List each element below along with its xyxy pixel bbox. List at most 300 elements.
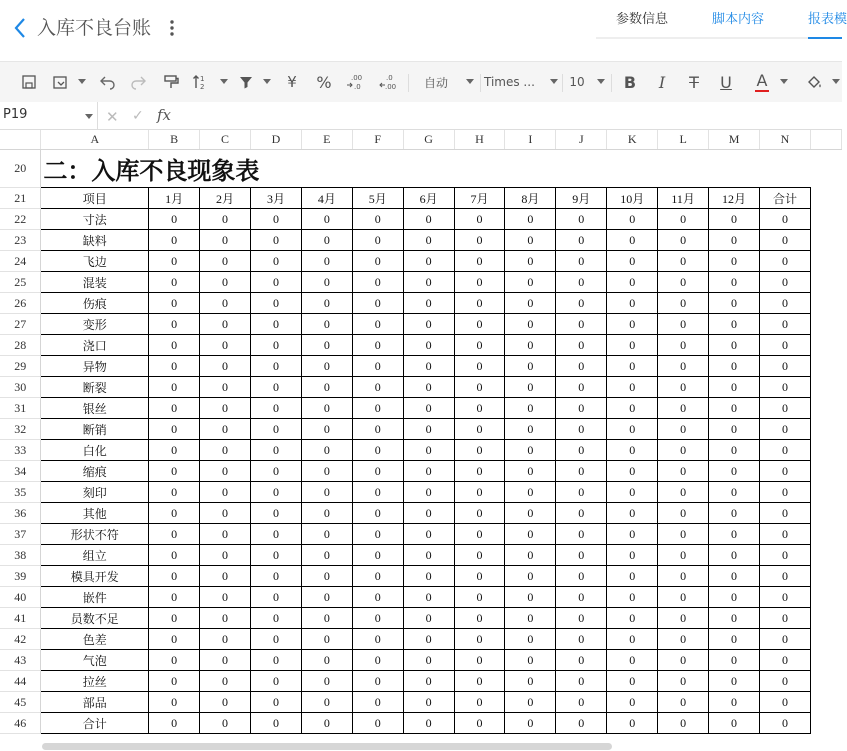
defect-label-cell[interactable]: 色差	[41, 629, 149, 650]
template-icon[interactable]	[50, 70, 72, 94]
bold-button[interactable]: B	[623, 72, 637, 92]
value-cell[interactable]: 0	[505, 692, 556, 713]
horizontal-scrollbar[interactable]	[0, 742, 842, 751]
value-cell[interactable]: 0	[760, 566, 811, 587]
row-header[interactable]: 30	[0, 377, 41, 398]
value-cell[interactable]: 0	[709, 440, 760, 461]
value-cell[interactable]: 0	[760, 377, 811, 398]
value-cell[interactable]: 0	[251, 440, 302, 461]
back-chevron-icon[interactable]	[10, 14, 32, 42]
empty-cell[interactable]	[810, 713, 841, 734]
value-cell[interactable]: 0	[607, 377, 658, 398]
underline-button[interactable]: U	[720, 72, 732, 92]
defect-label-cell[interactable]: 其他	[41, 503, 149, 524]
more-vertical-icon[interactable]	[166, 17, 178, 39]
value-cell[interactable]: 0	[149, 377, 200, 398]
defect-label-cell[interactable]: 员数不足	[41, 608, 149, 629]
header-cell[interactable]: 5月	[352, 188, 403, 209]
value-cell[interactable]: 0	[149, 524, 200, 545]
value-cell[interactable]: 0	[251, 713, 302, 734]
value-cell[interactable]: 0	[505, 314, 556, 335]
value-cell[interactable]: 0	[505, 230, 556, 251]
header-cell[interactable]: 7月	[454, 188, 505, 209]
defect-label-cell[interactable]: 寸法	[41, 209, 149, 230]
value-cell[interactable]: 0	[352, 587, 403, 608]
empty-cell[interactable]	[810, 545, 841, 566]
strikethrough-button[interactable]: T	[689, 72, 699, 92]
value-cell[interactable]: 0	[200, 671, 251, 692]
empty-cell[interactable]	[810, 629, 841, 650]
value-cell[interactable]: 0	[301, 650, 352, 671]
empty-cell[interactable]	[810, 335, 841, 356]
value-cell[interactable]: 0	[505, 419, 556, 440]
value-cell[interactable]: 0	[200, 482, 251, 503]
row-header[interactable]: 22	[0, 209, 41, 230]
value-cell[interactable]: 0	[607, 440, 658, 461]
defect-label-cell[interactable]: 断裂	[41, 377, 149, 398]
value-cell[interactable]: 0	[454, 440, 505, 461]
value-cell[interactable]: 0	[607, 545, 658, 566]
empty-cell[interactable]	[810, 461, 841, 482]
value-cell[interactable]: 0	[403, 314, 454, 335]
value-cell[interactable]: 0	[658, 692, 709, 713]
header-cell[interactable]: 11月	[658, 188, 709, 209]
empty-cell[interactable]	[810, 692, 841, 713]
value-cell[interactable]: 0	[200, 566, 251, 587]
fill-color-icon[interactable]	[804, 70, 826, 94]
value-cell[interactable]: 0	[251, 230, 302, 251]
row-header[interactable]: 33	[0, 440, 41, 461]
value-cell[interactable]: 0	[760, 545, 811, 566]
font-size-select[interactable]: 10	[569, 75, 585, 89]
filter-icon[interactable]	[236, 70, 256, 94]
header-cell[interactable]: 6月	[403, 188, 454, 209]
value-cell[interactable]: 0	[251, 209, 302, 230]
value-cell[interactable]: 0	[352, 419, 403, 440]
save-icon[interactable]	[18, 70, 40, 94]
value-cell[interactable]: 0	[658, 377, 709, 398]
percent-icon[interactable]: %	[316, 72, 332, 92]
value-cell[interactable]: 0	[251, 377, 302, 398]
value-cell[interactable]: 0	[454, 629, 505, 650]
value-cell[interactable]: 0	[403, 692, 454, 713]
header-cell[interactable]: 合计	[760, 188, 811, 209]
value-cell[interactable]: 0	[251, 629, 302, 650]
value-cell[interactable]: 0	[556, 629, 607, 650]
value-cell[interactable]: 0	[607, 629, 658, 650]
value-cell[interactable]: 0	[251, 251, 302, 272]
value-cell[interactable]: 0	[200, 461, 251, 482]
empty-cell[interactable]	[810, 608, 841, 629]
value-cell[interactable]: 0	[454, 272, 505, 293]
value-cell[interactable]: 0	[556, 293, 607, 314]
empty-cell[interactable]	[810, 356, 841, 377]
value-cell[interactable]: 0	[607, 461, 658, 482]
value-cell[interactable]: 0	[760, 671, 811, 692]
value-cell[interactable]: 0	[149, 587, 200, 608]
value-cell[interactable]: 0	[251, 398, 302, 419]
value-cell[interactable]: 0	[149, 482, 200, 503]
value-cell[interactable]: 0	[352, 629, 403, 650]
value-cell[interactable]: 0	[658, 587, 709, 608]
value-cell[interactable]: 0	[658, 503, 709, 524]
header-cell[interactable]: 3月	[251, 188, 302, 209]
value-cell[interactable]: 0	[251, 608, 302, 629]
value-cell[interactable]: 0	[301, 503, 352, 524]
value-cell[interactable]: 0	[301, 524, 352, 545]
value-cell[interactable]: 0	[251, 419, 302, 440]
value-cell[interactable]: 0	[251, 461, 302, 482]
value-cell[interactable]: 0	[607, 692, 658, 713]
value-cell[interactable]: 0	[403, 230, 454, 251]
value-cell[interactable]: 0	[709, 608, 760, 629]
value-cell[interactable]: 0	[301, 398, 352, 419]
value-cell[interactable]: 0	[607, 272, 658, 293]
value-cell[interactable]: 0	[658, 524, 709, 545]
currency-icon[interactable]: ¥	[287, 73, 297, 91]
value-cell[interactable]: 0	[352, 608, 403, 629]
value-cell[interactable]: 0	[760, 713, 811, 734]
value-cell[interactable]: 0	[607, 482, 658, 503]
value-cell[interactable]: 0	[658, 419, 709, 440]
value-cell[interactable]: 0	[149, 545, 200, 566]
value-cell[interactable]: 0	[709, 293, 760, 314]
row-header[interactable]: 29	[0, 356, 41, 377]
value-cell[interactable]: 0	[301, 335, 352, 356]
value-cell[interactable]: 0	[556, 230, 607, 251]
value-cell[interactable]: 0	[352, 293, 403, 314]
value-cell[interactable]: 0	[149, 209, 200, 230]
select-all-corner[interactable]	[0, 130, 41, 150]
font-family-select[interactable]: Times ...	[484, 75, 535, 89]
value-cell[interactable]: 0	[301, 608, 352, 629]
value-cell[interactable]: 0	[403, 650, 454, 671]
value-cell[interactable]: 0	[352, 272, 403, 293]
value-cell[interactable]: 0	[556, 650, 607, 671]
empty-cell[interactable]	[810, 377, 841, 398]
column-header-b[interactable]: B	[149, 130, 200, 150]
value-cell[interactable]: 0	[352, 251, 403, 272]
value-cell[interactable]: 0	[251, 314, 302, 335]
value-cell[interactable]: 0	[607, 419, 658, 440]
value-cell[interactable]: 0	[454, 419, 505, 440]
value-cell[interactable]: 0	[301, 545, 352, 566]
value-cell[interactable]: 0	[658, 545, 709, 566]
value-cell[interactable]: 0	[760, 692, 811, 713]
font-size-caret[interactable]	[597, 79, 605, 84]
value-cell[interactable]: 0	[607, 503, 658, 524]
value-cell[interactable]: 0	[454, 524, 505, 545]
value-cell[interactable]: 0	[709, 587, 760, 608]
value-cell[interactable]: 0	[149, 230, 200, 251]
value-cell[interactable]: 0	[454, 650, 505, 671]
value-cell[interactable]: 0	[149, 251, 200, 272]
value-cell[interactable]: 0	[352, 398, 403, 419]
column-header-l[interactable]: L	[658, 130, 709, 150]
value-cell[interactable]: 0	[556, 524, 607, 545]
empty-cell[interactable]	[810, 293, 841, 314]
value-cell[interactable]: 0	[200, 398, 251, 419]
value-cell[interactable]: 0	[200, 335, 251, 356]
value-cell[interactable]: 0	[352, 209, 403, 230]
value-cell[interactable]: 0	[709, 503, 760, 524]
empty-cell[interactable]	[810, 566, 841, 587]
value-cell[interactable]: 0	[149, 356, 200, 377]
value-cell[interactable]: 0	[505, 587, 556, 608]
redo-icon[interactable]	[128, 70, 150, 94]
row-header[interactable]: 42	[0, 629, 41, 650]
header-cell[interactable]: 1月	[149, 188, 200, 209]
value-cell[interactable]: 0	[200, 587, 251, 608]
value-cell[interactable]: 0	[607, 608, 658, 629]
value-cell[interactable]: 0	[251, 566, 302, 587]
header-cell[interactable]: 2月	[200, 188, 251, 209]
value-cell[interactable]: 0	[454, 293, 505, 314]
value-cell[interactable]: 0	[505, 713, 556, 734]
value-cell[interactable]: 0	[556, 272, 607, 293]
value-cell[interactable]: 0	[505, 629, 556, 650]
value-cell[interactable]: 0	[505, 398, 556, 419]
defect-label-cell[interactable]: 形状不符	[41, 524, 149, 545]
value-cell[interactable]: 0	[454, 335, 505, 356]
empty-cell[interactable]	[810, 272, 841, 293]
column-header-h[interactable]: H	[454, 130, 505, 150]
value-cell[interactable]: 0	[454, 314, 505, 335]
value-cell[interactable]: 0	[301, 692, 352, 713]
value-cell[interactable]: 0	[301, 356, 352, 377]
value-cell[interactable]: 0	[505, 461, 556, 482]
value-cell[interactable]: 0	[709, 230, 760, 251]
row-header[interactable]: 20	[0, 150, 41, 188]
row-header[interactable]: 25	[0, 272, 41, 293]
value-cell[interactable]: 0	[454, 608, 505, 629]
value-cell[interactable]: 0	[403, 524, 454, 545]
value-cell[interactable]: 0	[607, 209, 658, 230]
header-cell[interactable]: 8月	[505, 188, 556, 209]
value-cell[interactable]: 0	[709, 692, 760, 713]
value-cell[interactable]: 0	[505, 608, 556, 629]
value-cell[interactable]: 0	[301, 272, 352, 293]
formula-input[interactable]	[190, 107, 830, 125]
row-header[interactable]: 45	[0, 692, 41, 713]
row-header[interactable]: 46	[0, 713, 41, 734]
format-painter-icon[interactable]	[160, 70, 182, 94]
empty-cell[interactable]	[810, 314, 841, 335]
row-header[interactable]: 26	[0, 293, 41, 314]
value-cell[interactable]: 0	[352, 230, 403, 251]
value-cell[interactable]: 0	[556, 566, 607, 587]
value-cell[interactable]: 0	[251, 356, 302, 377]
spreadsheet-grid[interactable]	[0, 130, 842, 742]
cancel-edit-icon[interactable]: ✕	[106, 108, 119, 126]
value-cell[interactable]: 0	[200, 356, 251, 377]
header-cell[interactable]: 项目	[41, 188, 149, 209]
value-cell[interactable]: 0	[301, 566, 352, 587]
decimal-decrease-icon[interactable]	[378, 70, 400, 94]
header-cell[interactable]: 10月	[607, 188, 658, 209]
value-cell[interactable]: 0	[709, 335, 760, 356]
value-cell[interactable]: 0	[709, 461, 760, 482]
value-cell[interactable]: 0	[556, 545, 607, 566]
value-cell[interactable]: 0	[251, 650, 302, 671]
value-cell[interactable]: 0	[403, 335, 454, 356]
row-header[interactable]: 40	[0, 587, 41, 608]
value-cell[interactable]: 0	[403, 272, 454, 293]
defect-label-cell[interactable]: 合计	[41, 713, 149, 734]
value-cell[interactable]: 0	[709, 209, 760, 230]
value-cell[interactable]: 0	[352, 713, 403, 734]
value-cell[interactable]: 0	[301, 293, 352, 314]
value-cell[interactable]: 0	[505, 209, 556, 230]
value-cell[interactable]: 0	[607, 713, 658, 734]
value-cell[interactable]: 0	[200, 377, 251, 398]
row-header[interactable]: 23	[0, 230, 41, 251]
empty-cell[interactable]	[810, 150, 841, 188]
value-cell[interactable]: 0	[556, 671, 607, 692]
value-cell[interactable]: 0	[200, 209, 251, 230]
value-cell[interactable]: 0	[352, 692, 403, 713]
value-cell[interactable]: 0	[658, 293, 709, 314]
value-cell[interactable]: 0	[149, 293, 200, 314]
value-cell[interactable]: 0	[149, 461, 200, 482]
value-cell[interactable]: 0	[658, 251, 709, 272]
value-cell[interactable]: 0	[709, 713, 760, 734]
value-cell[interactable]: 0	[352, 314, 403, 335]
value-cell[interactable]: 0	[403, 545, 454, 566]
value-cell[interactable]: 0	[658, 461, 709, 482]
value-cell[interactable]: 0	[200, 650, 251, 671]
empty-cell[interactable]	[810, 251, 841, 272]
row-header[interactable]: 24	[0, 251, 41, 272]
column-header-g[interactable]: G	[403, 130, 454, 150]
value-cell[interactable]: 0	[760, 335, 811, 356]
value-cell[interactable]: 0	[403, 503, 454, 524]
value-cell[interactable]: 0	[760, 461, 811, 482]
value-cell[interactable]: 0	[658, 230, 709, 251]
value-cell[interactable]: 0	[403, 482, 454, 503]
value-cell[interactable]: 0	[149, 713, 200, 734]
defect-label-cell[interactable]: 刻印	[41, 482, 149, 503]
value-cell[interactable]: 0	[149, 629, 200, 650]
tab-script[interactable]: 脚本内容	[712, 12, 765, 27]
value-cell[interactable]: 0	[149, 335, 200, 356]
empty-cell[interactable]	[810, 671, 841, 692]
defect-label-cell[interactable]: 缩痕	[41, 461, 149, 482]
defect-label-cell[interactable]: 变形	[41, 314, 149, 335]
value-cell[interactable]: 0	[200, 608, 251, 629]
value-cell[interactable]: 0	[403, 671, 454, 692]
value-cell[interactable]: 0	[301, 461, 352, 482]
value-cell[interactable]: 0	[505, 566, 556, 587]
defect-label-cell[interactable]: 缺料	[41, 230, 149, 251]
value-cell[interactable]: 0	[556, 692, 607, 713]
defect-label-cell[interactable]: 混装	[41, 272, 149, 293]
row-header[interactable]: 36	[0, 503, 41, 524]
value-cell[interactable]: 0	[403, 587, 454, 608]
value-cell[interactable]: 0	[505, 251, 556, 272]
value-cell[interactable]: 0	[149, 650, 200, 671]
value-cell[interactable]: 0	[301, 482, 352, 503]
value-cell[interactable]: 0	[149, 503, 200, 524]
value-cell[interactable]: 0	[760, 503, 811, 524]
value-cell[interactable]: 0	[505, 440, 556, 461]
value-cell[interactable]: 0	[760, 482, 811, 503]
value-cell[interactable]: 0	[505, 524, 556, 545]
value-cell[interactable]: 0	[760, 251, 811, 272]
value-cell[interactable]: 0	[607, 524, 658, 545]
value-cell[interactable]: 0	[403, 713, 454, 734]
value-cell[interactable]: 0	[352, 650, 403, 671]
empty-cell[interactable]	[810, 398, 841, 419]
value-cell[interactable]: 0	[556, 419, 607, 440]
empty-cell[interactable]	[810, 188, 841, 209]
value-cell[interactable]: 0	[352, 335, 403, 356]
number-format-caret[interactable]	[466, 79, 474, 84]
defect-label-cell[interactable]: 银丝	[41, 398, 149, 419]
value-cell[interactable]: 0	[454, 671, 505, 692]
row-header[interactable]: 43	[0, 650, 41, 671]
defect-label-cell[interactable]: 嵌件	[41, 587, 149, 608]
value-cell[interactable]: 0	[149, 398, 200, 419]
column-header-k[interactable]: K	[607, 130, 658, 150]
value-cell[interactable]: 0	[454, 356, 505, 377]
empty-cell[interactable]	[810, 503, 841, 524]
value-cell[interactable]: 0	[454, 482, 505, 503]
value-cell[interactable]: 0	[301, 587, 352, 608]
value-cell[interactable]: 0	[454, 209, 505, 230]
tab-report-template[interactable]: 报表模	[808, 12, 847, 27]
value-cell[interactable]: 0	[403, 251, 454, 272]
value-cell[interactable]: 0	[301, 419, 352, 440]
value-cell[interactable]: 0	[403, 377, 454, 398]
value-cell[interactable]: 0	[607, 650, 658, 671]
value-cell[interactable]: 0	[556, 398, 607, 419]
row-header[interactable]: 31	[0, 398, 41, 419]
value-cell[interactable]: 0	[556, 440, 607, 461]
value-cell[interactable]: 0	[505, 377, 556, 398]
value-cell[interactable]: 0	[454, 230, 505, 251]
value-cell[interactable]: 0	[658, 608, 709, 629]
value-cell[interactable]: 0	[454, 692, 505, 713]
defect-label-cell[interactable]: 断销	[41, 419, 149, 440]
value-cell[interactable]: 0	[709, 419, 760, 440]
value-cell[interactable]: 0	[658, 398, 709, 419]
value-cell[interactable]: 0	[658, 272, 709, 293]
value-cell[interactable]: 0	[760, 314, 811, 335]
value-cell[interactable]: 0	[352, 524, 403, 545]
confirm-edit-icon[interactable]: ✓	[132, 108, 144, 124]
value-cell[interactable]: 0	[403, 629, 454, 650]
row-header[interactable]: 27	[0, 314, 41, 335]
value-cell[interactable]: 0	[149, 608, 200, 629]
column-header-a[interactable]: A	[41, 130, 149, 150]
value-cell[interactable]: 0	[709, 377, 760, 398]
value-cell[interactable]: 0	[760, 272, 811, 293]
value-cell[interactable]: 0	[251, 671, 302, 692]
value-cell[interactable]: 0	[200, 524, 251, 545]
value-cell[interactable]: 0	[709, 398, 760, 419]
value-cell[interactable]: 0	[760, 419, 811, 440]
value-cell[interactable]: 0	[149, 440, 200, 461]
value-cell[interactable]: 0	[200, 629, 251, 650]
value-cell[interactable]: 0	[251, 293, 302, 314]
empty-cell[interactable]	[810, 524, 841, 545]
value-cell[interactable]: 0	[607, 314, 658, 335]
value-cell[interactable]: 0	[200, 713, 251, 734]
header-cell[interactable]: 12月	[709, 188, 760, 209]
value-cell[interactable]: 0	[454, 566, 505, 587]
value-cell[interactable]: 0	[760, 650, 811, 671]
